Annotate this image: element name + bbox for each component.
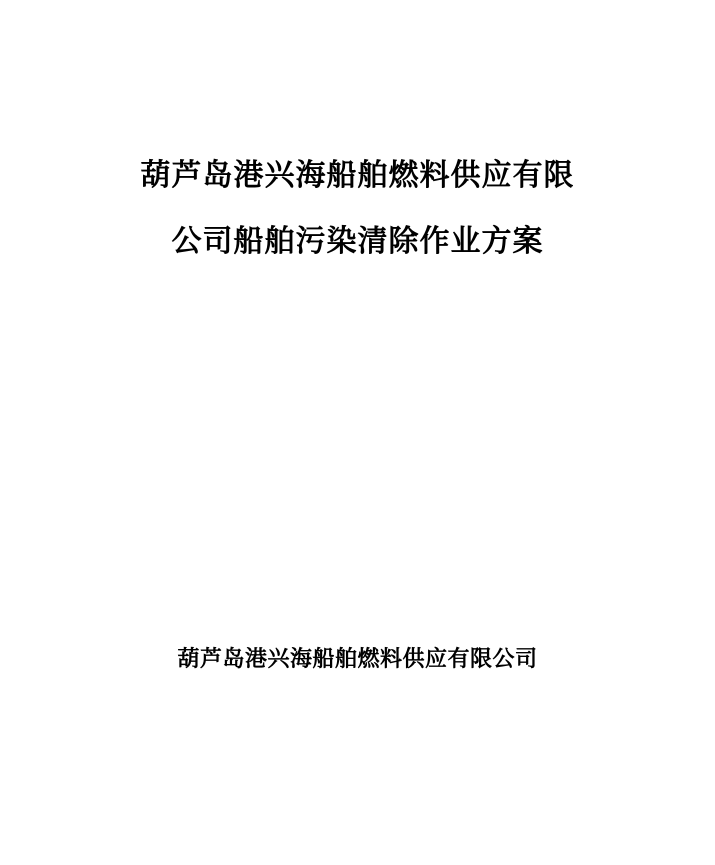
document-title-line-1: 葫芦岛港兴海船舶燃料供应有限 xyxy=(140,158,575,193)
document-title xyxy=(0,143,715,275)
document-issuer xyxy=(0,643,715,677)
document-title-line-2: 公司船舶污染清除作业方案 xyxy=(171,224,544,259)
document-issuer-name: 葫芦岛港兴海船舶燃料供应有限公司 xyxy=(177,647,538,672)
